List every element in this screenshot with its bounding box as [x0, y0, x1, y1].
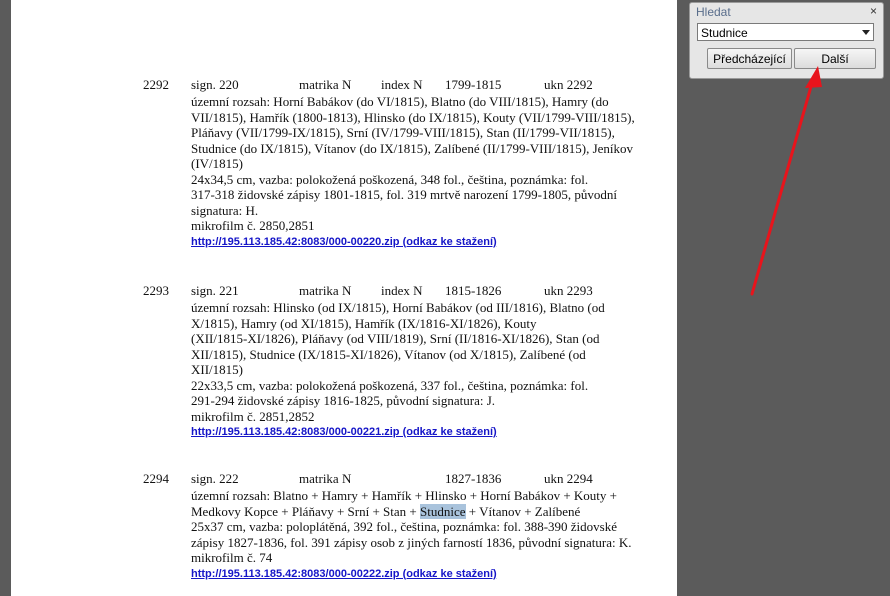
record-body — [191, 488, 661, 582]
year-range: 1827-1836 — [445, 471, 502, 486]
year-range: 1815-1826 — [445, 283, 502, 298]
record-line: územní rozsah: Horní Babákov (do VI/1815), Blatno (do VIII/1815), Hamry (do — [191, 94, 609, 109]
record-number: 2292 — [143, 77, 169, 92]
record-line: 25x37 cm, vazba: poloplátěná, 392 fol., čeština, poznámka: fol. 388-390 židovské — [191, 519, 617, 534]
search-highlight: Studnice — [420, 503, 466, 519]
download-link[interactable]: http://195.113.185.42:8083/000-00220.zip (odkaz ke stažení) — [191, 235, 497, 248]
record-number: 2294 — [143, 471, 169, 486]
signature: sign. 220 — [191, 77, 239, 92]
record-line: 24x34,5 cm, vazba: polokožená poškozená, 348 fol., čeština, poznámka: fol. — [191, 171, 589, 187]
next-button[interactable]: Další — [794, 48, 876, 69]
line-text: Medkovy Kopce + Pláňavy + Srní + Stan + — [191, 503, 420, 519]
document-page — [11, 0, 677, 596]
record-line: mikrofilm č. 2850,2851 — [191, 218, 315, 233]
matrika-type: matrika N — [299, 471, 352, 486]
record-line: 22x33,5 cm, vazba: polokožená poškozená, 337 fol., čeština, poznámka: fol. — [191, 377, 589, 393]
signature: sign. 222 — [191, 471, 239, 486]
record-line: mikrofilm č. 2851,2852 — [191, 408, 315, 424]
download-link[interactable]: http://195.113.185.42:8083/000-00221.zip (odkaz ke stažení) — [191, 426, 497, 438]
search-term-select[interactable] — [697, 23, 874, 41]
record-line: XII/1815), Studnice (IX/1815-XI/1826), Vítanov (od X/1815), Zalíbené (od — [191, 346, 586, 362]
record-line: (XII/1815-XI/1826), Pláňavy (od VIII/1819), Srní (II/1816-XI/1826), Stan (od — [191, 331, 600, 346]
index-type: index N — [381, 77, 423, 92]
matrika-type: matrika N — [299, 77, 352, 92]
find-panel — [689, 2, 884, 79]
download-link[interactable]: http://195.113.185.42:8083/000-00222.zip (odkaz ke stažení) — [191, 567, 497, 580]
search-term-value: Studnice — [701, 26, 748, 40]
record-line: územní rozsah: Hlinsko (od IX/1815), Horní Babákov (od III/1816), Blatno (od — [191, 300, 605, 315]
close-icon[interactable]: × — [869, 4, 877, 18]
index-type: index N — [381, 283, 423, 298]
record-line: mikrofilm č. 74 — [191, 550, 273, 565]
record-line: územní rozsah: Blatno + Hamry + Hamřík + Hlinsko + Horní Babákov + Kouty + — [191, 488, 617, 503]
record-line: zápisy 1827-1836, fol. 391 zápisy osob z jiných farností 1836, původní signatura: K. — [191, 534, 632, 550]
record-line: (IV/1815) — [191, 156, 243, 171]
ukn-number: ukn 2293 — [544, 283, 593, 298]
ukn-number: ukn 2292 — [544, 77, 593, 92]
dropdown-arrow-icon[interactable] — [862, 30, 870, 35]
find-panel-title: Hledat — [696, 5, 731, 19]
signature: sign. 221 — [191, 283, 239, 298]
record-line — [191, 504, 661, 520]
record-body — [191, 300, 661, 441]
record-body — [191, 94, 661, 250]
record-line: Pláňavy (VII/1799-IX/1815), Srní (IV/1799-VIII/1815), Stan (II/1799-VII/1815), — [191, 125, 615, 140]
arrow-shaft — [752, 76, 814, 294]
record-line: VII/1815), Hamřík (1800-1813), Hlinsko (do IX/1815), Kouty (VII/1799-VIII/1815), — [191, 109, 635, 125]
record-number: 2293 — [143, 283, 169, 298]
matrika-type: matrika N — [299, 283, 352, 298]
previous-button[interactable]: Předcházející — [707, 48, 792, 69]
record-line: signatura: H. — [191, 202, 259, 218]
line-text: + Vítanov + Zalíbené — [465, 503, 581, 519]
record-line: 317-318 židovské zápisy 1801-1815, fol. 319 mrtvě narození 1799-1805, původní — [191, 187, 618, 202]
ukn-number: ukn 2294 — [544, 471, 593, 486]
record-line: X/1815), Hamry (od XI/1815), Hamřík (IX/1816-XI/1826), Kouty — [191, 315, 537, 331]
year-range: 1799-1815 — [445, 77, 502, 92]
record-line: 291-294 židovské zápisy 1816-1825, původní signatura: J. — [191, 393, 496, 408]
record-line: XII/1815) — [191, 362, 243, 377]
record-line: Studnice (do IX/1815), Vítanov (do IX/1815), Zalíbené (II/1799-VIII/1815), Jeníkov — [191, 140, 634, 156]
